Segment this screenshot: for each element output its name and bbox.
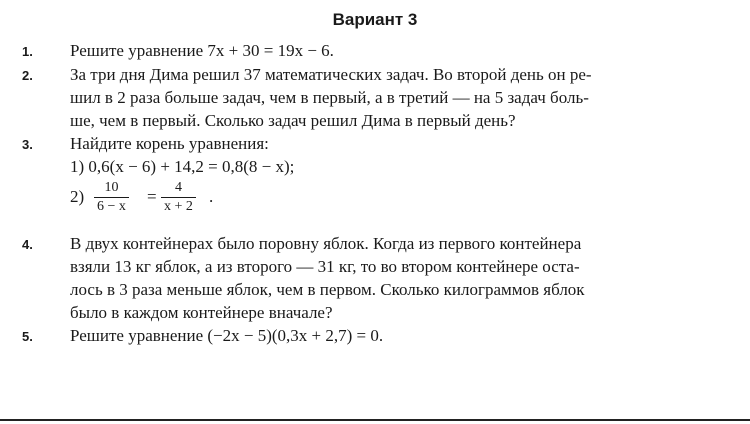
fraction-equals: = — [147, 187, 157, 206]
fraction-left — [94, 180, 129, 215]
fraction-right-denominator: x + 2 — [164, 199, 193, 214]
problem-3-number: 3. — [22, 137, 33, 152]
problem-3-part-1: 1) 0,6(x − 6) + 14,2 = 0,8(8 − x); — [70, 157, 295, 176]
problem-2-line-2: шил в 2 раза больше задач, чем в первый, а в третий — на 5 задач боль- — [70, 88, 589, 107]
problem-3-part-2-label: 2) — [70, 187, 85, 206]
fraction-right — [161, 180, 196, 215]
problem-1-text: Решите уравнение 7x + 30 = 19x − 6. — [70, 41, 334, 60]
problem-4-line-2: взяли 13 кг яблок, а из второго — 31 кг, то во втором контейнере оста- — [70, 257, 580, 276]
problem-4-line-4: было в каждом контейнере вначале? — [70, 303, 333, 322]
fraction-left-denominator: 6 − x — [97, 199, 126, 214]
problem-5-text: Решите уравнение (−2x − 5)(0,3x + 2,7) = 0. — [70, 326, 384, 345]
problem-3-line-1: Найдите корень уравнения: — [70, 134, 269, 153]
problem-4-number: 4. — [22, 237, 33, 252]
bottom-divider — [0, 419, 750, 421]
problem-2-number: 2. — [22, 68, 33, 83]
fraction-end-period: . — [209, 187, 214, 206]
variant-title: Вариант 3 — [332, 10, 418, 29]
problem-1-number: 1. — [22, 44, 33, 59]
fraction-right-numerator: 4 — [161, 180, 196, 198]
problem-2-line-1: За три дня Дима решил 37 математических задач. Во второй день он ре- — [70, 65, 592, 84]
problem-5-number: 5. — [22, 329, 33, 344]
problem-2-line-3: ше, чем в первый. Сколько задач решил Дима в первый день? — [70, 111, 516, 130]
problem-4-line-3: лось в 3 раза меньше яблок, чем в первом. Сколько килограммов яблок — [70, 280, 585, 299]
fraction-left-numerator: 10 — [94, 180, 129, 198]
problem-4-line-1: В двух контейнерах было поровну яблок. Когда из первого контейнера — [70, 234, 582, 253]
